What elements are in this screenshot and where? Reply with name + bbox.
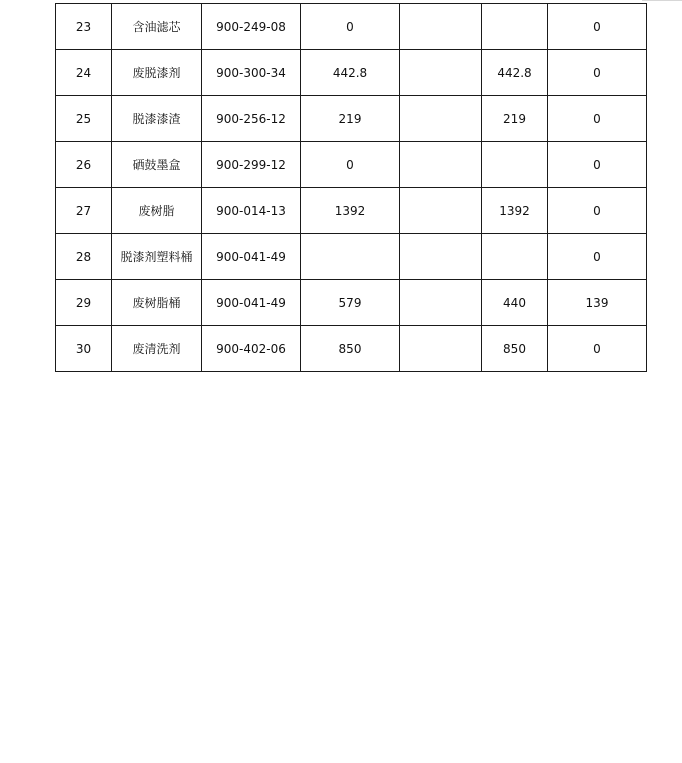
cell-waste-name: 含油滤芯 xyxy=(112,4,202,50)
cell-waste-code: 900-299-12 xyxy=(202,142,301,188)
cell-column-7: 0 xyxy=(548,326,647,372)
cell-waste-name: 脱漆漆渣 xyxy=(112,96,202,142)
cell-column-5 xyxy=(400,326,482,372)
cell-column-4: 1392 xyxy=(301,188,400,234)
cell-column-7: 0 xyxy=(548,142,647,188)
cell-column-6 xyxy=(482,234,548,280)
cell-column-5 xyxy=(400,50,482,96)
table-row xyxy=(56,96,647,142)
cell-column-4: 219 xyxy=(301,96,400,142)
cell-waste-code: 900-300-34 xyxy=(202,50,301,96)
page-edge-line xyxy=(642,0,682,1)
table-row xyxy=(56,142,647,188)
cell-column-6: 219 xyxy=(482,96,548,142)
cell-column-5 xyxy=(400,142,482,188)
cell-waste-name: 脱漆剂塑料桶 xyxy=(112,234,202,280)
cell-column-4: 0 xyxy=(301,4,400,50)
cell-waste-name: 废脱漆剂 xyxy=(112,50,202,96)
cell-column-7: 139 xyxy=(548,280,647,326)
cell-column-5 xyxy=(400,188,482,234)
cell-waste-code: 900-256-12 xyxy=(202,96,301,142)
table-row xyxy=(56,4,647,50)
cell-column-7: 0 xyxy=(548,234,647,280)
cell-number: 23 xyxy=(56,4,112,50)
cell-column-6: 440 xyxy=(482,280,548,326)
cell-column-4: 0 xyxy=(301,142,400,188)
cell-waste-code: 900-041-49 xyxy=(202,234,301,280)
cell-number: 30 xyxy=(56,326,112,372)
cell-column-6: 442.8 xyxy=(482,50,548,96)
cell-column-6 xyxy=(482,142,548,188)
cell-waste-name: 废树脂 xyxy=(112,188,202,234)
cell-column-4 xyxy=(301,234,400,280)
cell-number: 26 xyxy=(56,142,112,188)
table-row xyxy=(56,234,647,280)
cell-waste-name: 废清洗剂 xyxy=(112,326,202,372)
cell-number: 25 xyxy=(56,96,112,142)
cell-number: 28 xyxy=(56,234,112,280)
cell-waste-code: 900-041-49 xyxy=(202,280,301,326)
cell-column-6 xyxy=(482,4,548,50)
cell-column-7: 0 xyxy=(548,188,647,234)
cell-waste-code: 900-014-13 xyxy=(202,188,301,234)
cell-waste-name: 硒鼓墨盒 xyxy=(112,142,202,188)
table-row xyxy=(56,188,647,234)
cell-waste-name: 废树脂桶 xyxy=(112,280,202,326)
cell-column-7: 0 xyxy=(548,4,647,50)
table-row xyxy=(56,50,647,96)
cell-number: 24 xyxy=(56,50,112,96)
cell-column-6: 850 xyxy=(482,326,548,372)
cell-column-5 xyxy=(400,96,482,142)
cell-waste-code: 900-402-06 xyxy=(202,326,301,372)
table-row xyxy=(56,280,647,326)
cell-waste-code: 900-249-08 xyxy=(202,4,301,50)
waste-table xyxy=(55,3,647,372)
cell-column-7: 0 xyxy=(548,50,647,96)
cell-number: 27 xyxy=(56,188,112,234)
cell-column-7: 0 xyxy=(548,96,647,142)
table-row xyxy=(56,326,647,372)
cell-column-4: 850 xyxy=(301,326,400,372)
cell-column-6: 1392 xyxy=(482,188,548,234)
cell-number: 29 xyxy=(56,280,112,326)
cell-column-5 xyxy=(400,234,482,280)
cell-column-4: 579 xyxy=(301,280,400,326)
cell-column-4: 442.8 xyxy=(301,50,400,96)
cell-column-5 xyxy=(400,280,482,326)
cell-column-5 xyxy=(400,4,482,50)
